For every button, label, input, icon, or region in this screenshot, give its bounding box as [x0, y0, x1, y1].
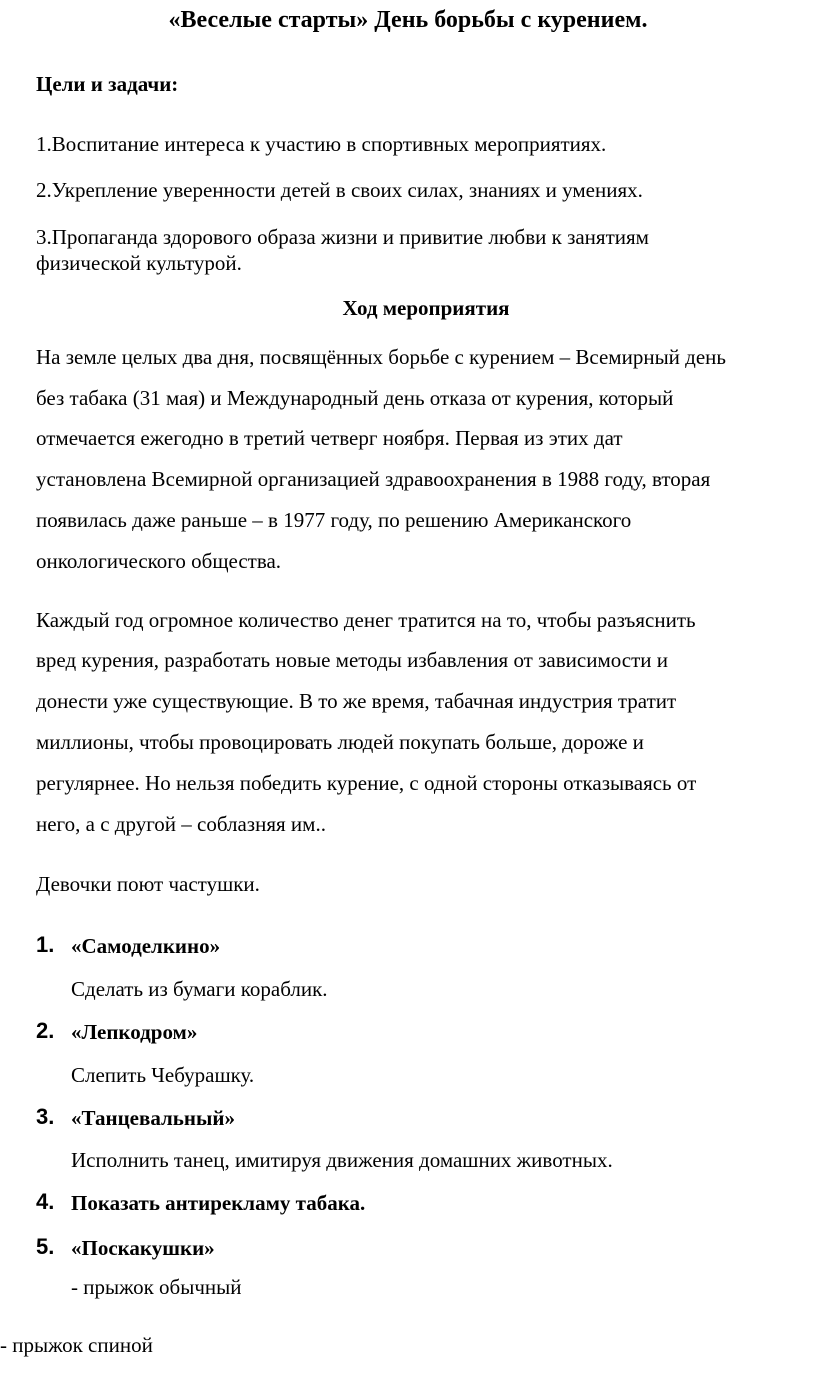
list-item-description: Исполнить танец, имитируя движения домашних животных.	[71, 1148, 613, 1172]
paragraph2-line: вред курения, разработать новые методы избавления от зависимости и	[36, 648, 668, 672]
paragraph2-line: регулярнее. Но нельзя победить курение, с одной стороны отказываясь от	[36, 771, 697, 795]
list-item-number: 5.	[36, 1234, 55, 1259]
tail-line: - прыжок спиной	[0, 1333, 153, 1357]
paragraph1-line: На земле целых два дня, посвящённых борьбе с курением – Всемирный день	[36, 345, 726, 369]
list-item-title: «Лепкодром»	[71, 1020, 198, 1044]
paragraph2-line: него, а с другой – соблазняя им..	[36, 812, 326, 836]
goal-item: 1.Воспитание интереса к участию в спортивных мероприятиях.	[36, 132, 607, 156]
list-item-title: «Поскакушки»	[71, 1236, 215, 1260]
paragraph1-line: онкологического общества.	[36, 549, 282, 573]
course-heading: Ход мероприятия	[342, 296, 510, 320]
list-item-number: 1.	[36, 932, 55, 957]
goal-item-continuation: физической культурой.	[36, 251, 242, 275]
paragraph1-line: отмечается ежегодно в третий четверг ноября. Первая из этих дат	[36, 426, 623, 450]
document-title: «Веселые старты» День борьбы с курением.	[168, 7, 648, 33]
list-item-number: 3.	[36, 1104, 55, 1129]
goal-item: 3.Пропаганда здорового образа жизни и привитие любви к занятиям	[36, 225, 649, 249]
list-item-title: «Самоделкино»	[71, 934, 221, 958]
list-item-title: Показать антирекламу табака.	[71, 1191, 366, 1215]
goals-heading: Цели и задачи:	[36, 72, 179, 96]
list-item-number: 2.	[36, 1018, 55, 1043]
paragraph2-line: Каждый год огромное количество денег тратится на то, чтобы разъяснить	[36, 608, 696, 632]
singers-line: Девочки поют частушки.	[36, 872, 260, 896]
paragraph1-line: установлена Всемирной организацией здравоохранения в 1988 году, вторая	[36, 467, 711, 491]
paragraph1-line: появилась даже раньше – в 1977 году, по решению Американского	[36, 508, 632, 532]
paragraph1-line: без табака (31 мая) и Международный день отказа от курения, который	[36, 386, 674, 410]
list-item-number: 4.	[36, 1189, 55, 1214]
paragraph2-line: миллионы, чтобы провоцировать людей покупать больше, дороже и	[36, 730, 644, 754]
list-item-description: Слепить Чебурашку.	[71, 1063, 255, 1087]
list-item-title: «Танцевальный»	[71, 1106, 236, 1130]
goal-item: 2.Укрепление уверенности детей в своих силах, знаниях и умениях.	[36, 178, 643, 202]
paragraph2-line: донести уже существующие. В то же время, табачная индустрия тратит	[36, 689, 677, 713]
list-item-description: - прыжок обычный	[71, 1275, 242, 1299]
list-item-description: Сделать из бумаги кораблик.	[71, 977, 328, 1001]
